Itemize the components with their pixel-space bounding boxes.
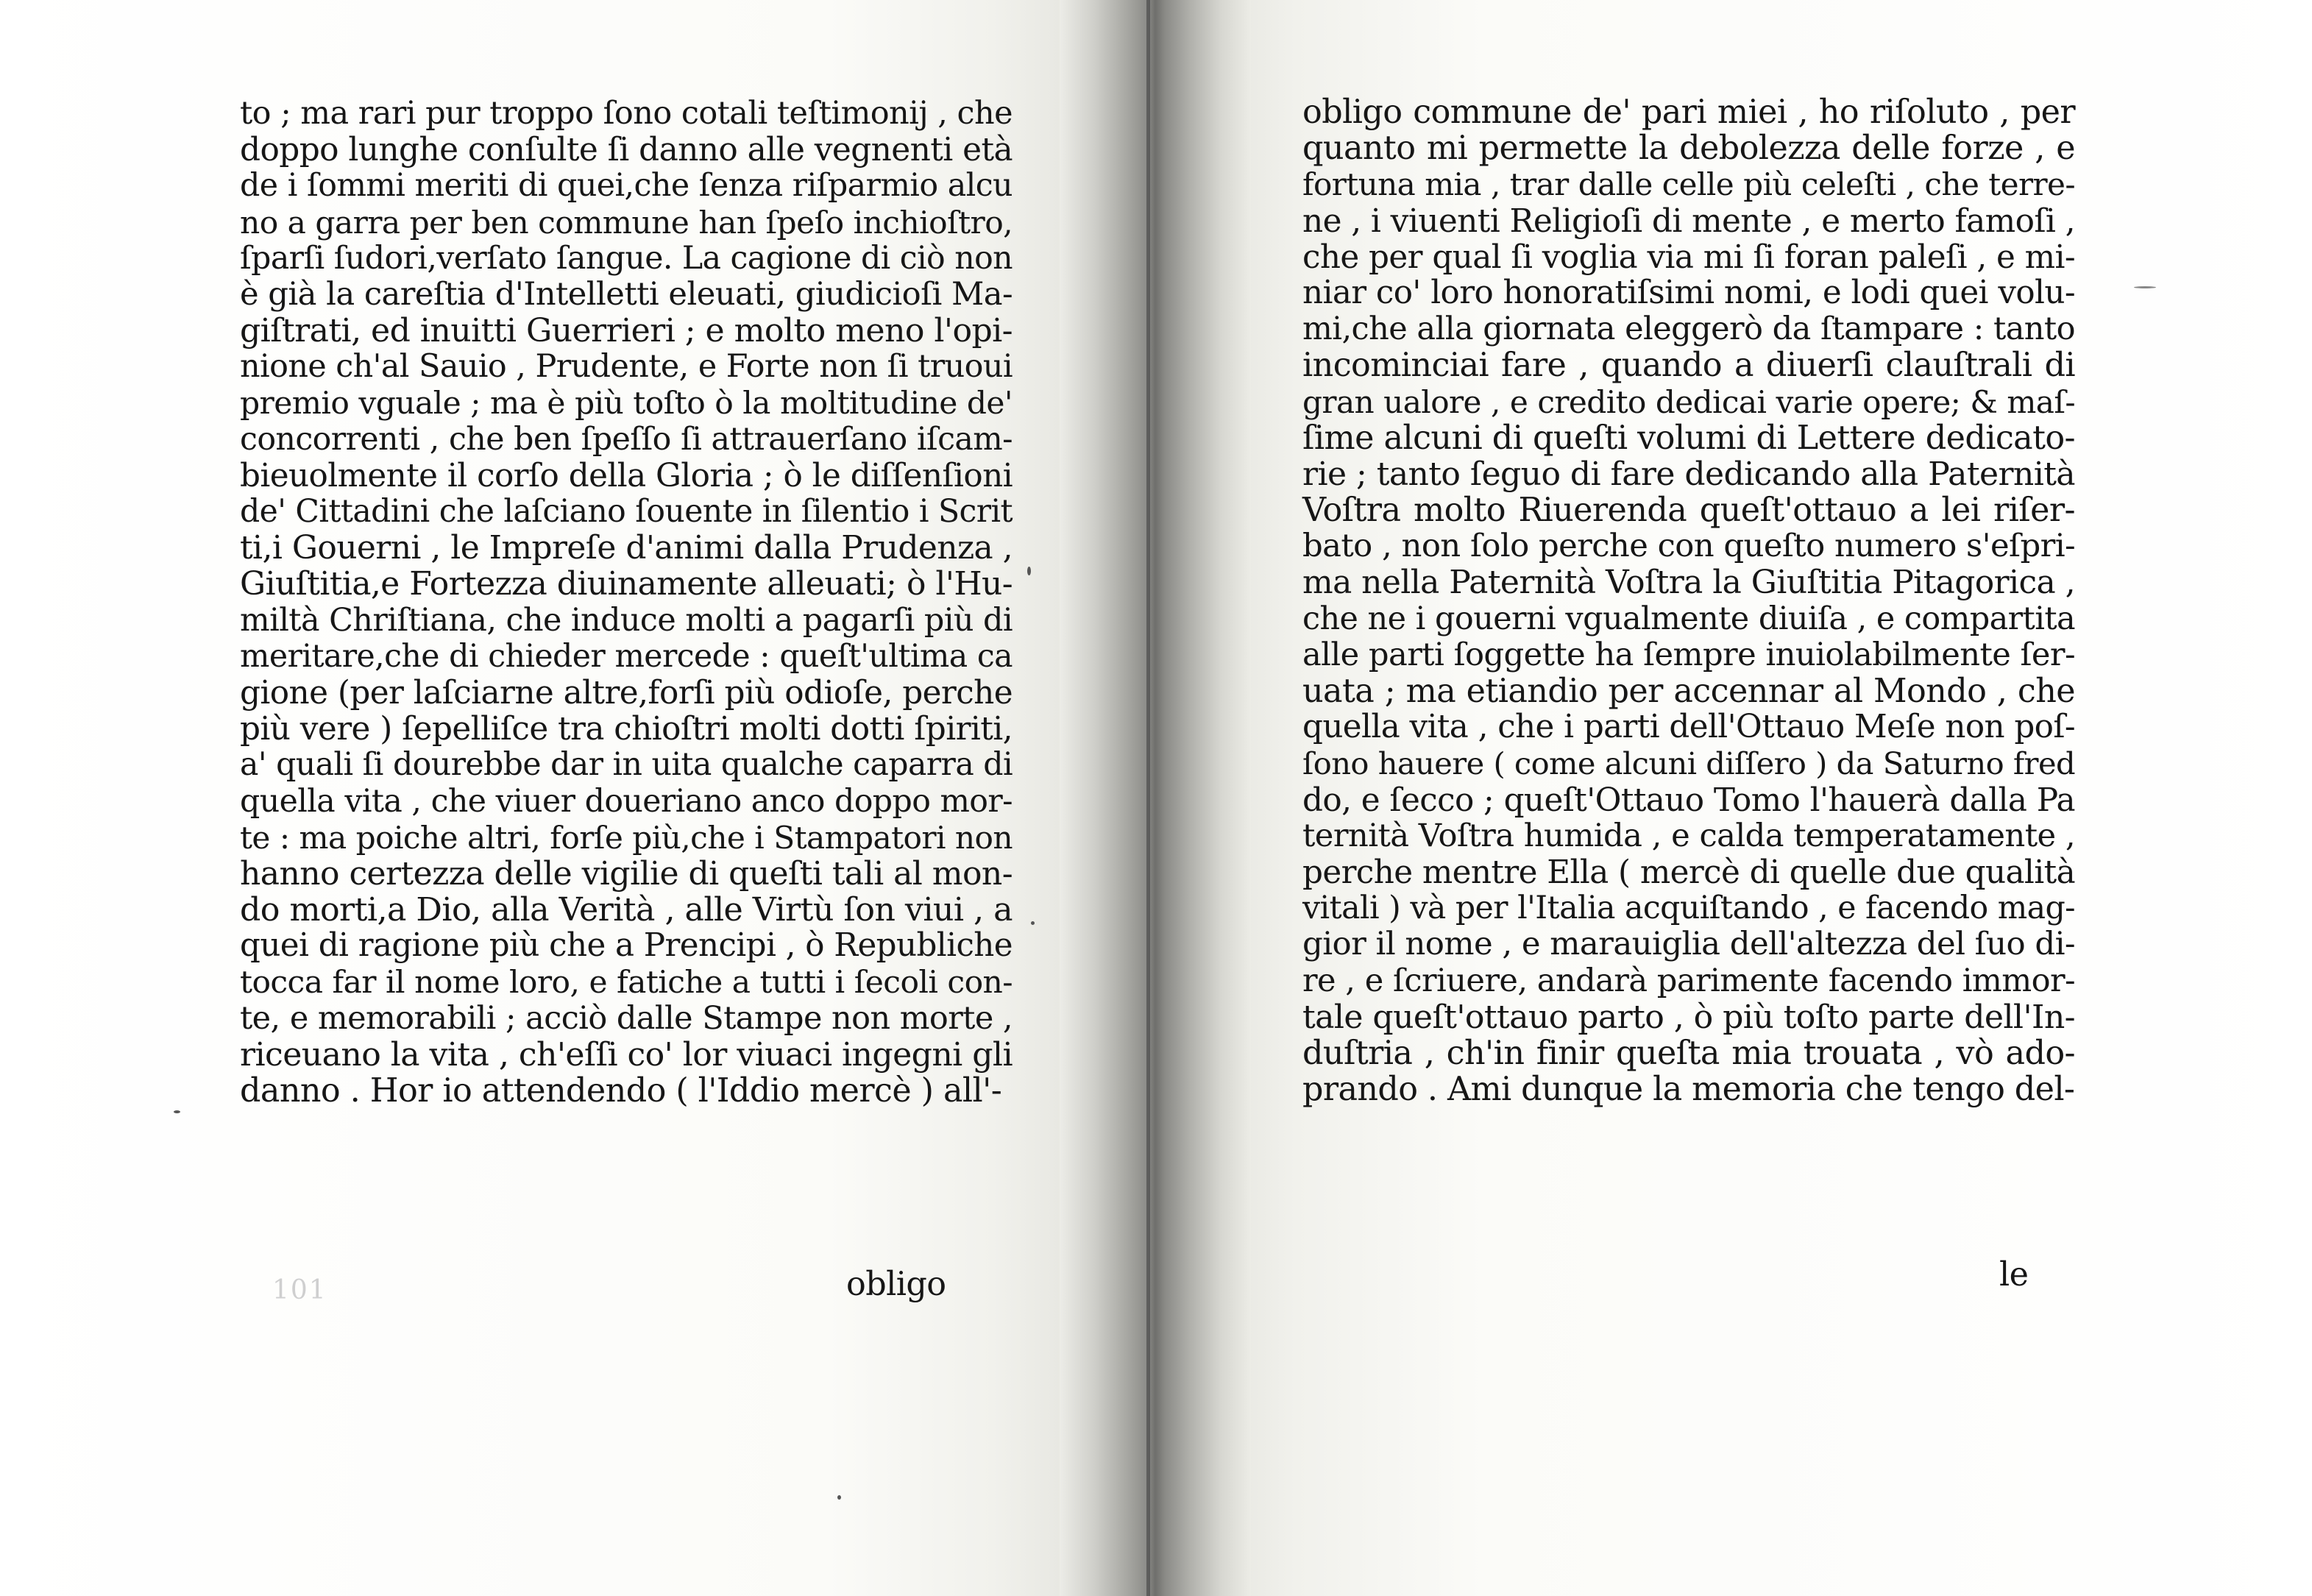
text-line: incominciai fare , quando a diuerſi clauſtrali di [1302, 347, 2075, 385]
text-line: tocca far il nome loro, e fatiche a tutti i ſecoli con- [240, 964, 1013, 1001]
text-line: rie ; tanto ſeguo di fare dedicando alla Paternità [1302, 455, 2075, 493]
text-line: doppo lunghe conſulte ſi danno alle vegnenti età [240, 131, 1013, 169]
text-line: ſparſi ſudori,verſato ſangue. La cagione di ciò non [240, 239, 1013, 277]
text-line: nione ch'al Sauio , Prudente, e Forte non ſi truoui [240, 348, 1013, 386]
text-line: obligo commune de' pari miei , ho riſoluto , per [1302, 93, 2075, 131]
text-line: ma nella Paternità Voſtra la Giuſtitia Pitagorica , [1302, 564, 2075, 602]
text-line: do, e ſecco ; queſt'Ottauo Tomo l'hauerà dalla Pa [1302, 781, 2075, 819]
text-line: che per qual ſi voglia via mi ſi foran paleſi , e mi- [1302, 238, 2075, 276]
text-line: duſtria , ch'in finir queſta mia trouata , vò ado- [1302, 1034, 2075, 1072]
text-line: bato , non ſolo perche con queſto numero s'eſpri- [1302, 528, 2075, 565]
text-line: do morti,a Dio, alla Verità , alle Virtù ſon viui , a [240, 891, 1013, 929]
text-line: vitali ) và per l'Italia acquiſtando , e facendo mag- [1302, 890, 2075, 927]
book-gutter [1060, 0, 1251, 1596]
text-line: ternità Voſtra humida , e calda temperatamente , [1302, 817, 2075, 854]
text-line: re , e ſcriuere, andarà parimente facendo immor- [1302, 962, 2075, 999]
text-line: hanno certezza delle vigilie di queſti tali al mon- [240, 854, 1013, 893]
text-line: no a garra per ben commune han ſpeſo inchioſtro, [240, 204, 1013, 241]
text-line: quanto mi permette la debolezza delle forze , e [1302, 130, 2075, 168]
text-line: uata ; ma etiandio per accennar al Mondo , che [1302, 673, 2075, 710]
text-line: danno . Hor io attendendo ( l'Iddio mercè ) all'- [240, 1072, 1002, 1110]
text-line: ti,i Gouerni , le Impreſe d'animi dalla Prudenza , [240, 529, 1013, 567]
text-line: Giuſtitia,e Fortezza diuinamente alleuati; ò l'Hu- [240, 565, 1013, 603]
text-line: bieuolmente il corſo della Gloria ; ò le diſſenſioni [240, 456, 1013, 494]
text-line: mi,che alla giornata eleggerò da ſtampare : tanto [1302, 311, 2075, 348]
text-line: de' Cittadini che laſciano ſouente in ſilentio i Scrit [240, 494, 1013, 531]
right-page-text [1302, 94, 2075, 1107]
text-line: giſtrati, ed inuitti Guerrieri ; e molto meno l'opi- [240, 312, 1013, 350]
text-line: de i ſommi meriti di quei,che ſenza riſparmio alcu [240, 167, 1013, 205]
ink-speck [1031, 921, 1035, 925]
text-line: quei di ragione più che a Prencipi , ò Republiche [240, 927, 1013, 965]
text-line: niar co' loro honoratiſsimi nomi, e lodi quei volu- [1302, 274, 2075, 311]
text-line: te, e memorabili ; acciò dalle Stampe non morte , [240, 999, 1013, 1037]
right-catchword: le [1999, 1256, 2029, 1294]
ink-speck [837, 1495, 841, 1500]
text-line: quella vita , che viuer doueriano anco doppo mor- [240, 782, 1013, 820]
text-line: riceuano la vita , ch'eſſi co' lor viuaci ingegni gli [240, 1035, 1013, 1074]
text-line: alle parti ſoggette ha ſempre inuiolabilmente ſer- [1302, 636, 2075, 673]
text-line: miltà Chriſtiana, che induce molti a pagarſi più di [240, 601, 1013, 639]
text-line: premio vguale ; ma è più toſto ò la moltitudine de' [240, 385, 1013, 422]
text-line: quella vita , che i parti dell'Ottauo Meſe non poſ- [1302, 709, 2075, 746]
text-line: a' quali ſi dourebbe dar in uita qualche caparra di [240, 746, 1013, 784]
ink-speck [174, 1110, 180, 1113]
text-line: perche mentre Ella ( mercè di quelle due qualità [1302, 853, 2075, 891]
ink-speck [2134, 286, 2156, 288]
text-line: che ne i gouerni vgualmente diuiſa , e compartita [1302, 600, 2075, 637]
text-line: to ; ma rari pur troppo ſono cotali teſtimonij , che [240, 95, 1013, 132]
text-line: Voſtra molto Riuerenda queſt'ottauo a lei riſer- [1302, 492, 2075, 530]
text-line: gran ualore , e credito dedicai varie opere; & maſ- [1302, 383, 2075, 420]
ink-speck [1027, 567, 1031, 575]
text-line: gione (per laſciarne altre,forſi più odioſe, perche [240, 674, 1013, 712]
page-number: 101 [272, 1275, 327, 1305]
text-line: più vere ) ſepelliſce tra chioſtri molti dotti ſpiriti, [240, 710, 1013, 748]
text-line: fortuna mia , trar dalle celle più celeſti , che terre- [1302, 166, 2075, 203]
text-line: tale queſt'ottauo parto , ò più toſto parte dell'In- [1302, 998, 2075, 1036]
left-page-text [240, 96, 1013, 1109]
text-line: concorrenti , che ben ſpeſſo ſi attrauerſano iſcam- [240, 420, 1013, 458]
text-line: prando . Ami dunque la memoria che tengo del- [1302, 1071, 2075, 1109]
left-catchword: obligo [846, 1266, 946, 1303]
text-line: ne , i viuenti Religioſi di mente , e merto famoſi , [1302, 202, 2075, 240]
text-line: te : ma poiche altri, forſe più,che i Stampatori non [240, 819, 1013, 856]
text-line: è già la careſtia d'Intelletti eleuati, giudicioſi Ma- [240, 275, 1013, 313]
text-line: meritare,che di chieder mercede : queſt'ultima ca [240, 637, 1013, 675]
text-line: ſono hauere ( come alcuni diſſero ) da Saturno fred [1302, 745, 2075, 782]
text-line: gior il nome , e marauiglia dell'altezza del ſuo di- [1302, 926, 2075, 963]
text-line: ſime alcuni di queſti volumi di Lettere dedicato- [1302, 419, 2075, 457]
